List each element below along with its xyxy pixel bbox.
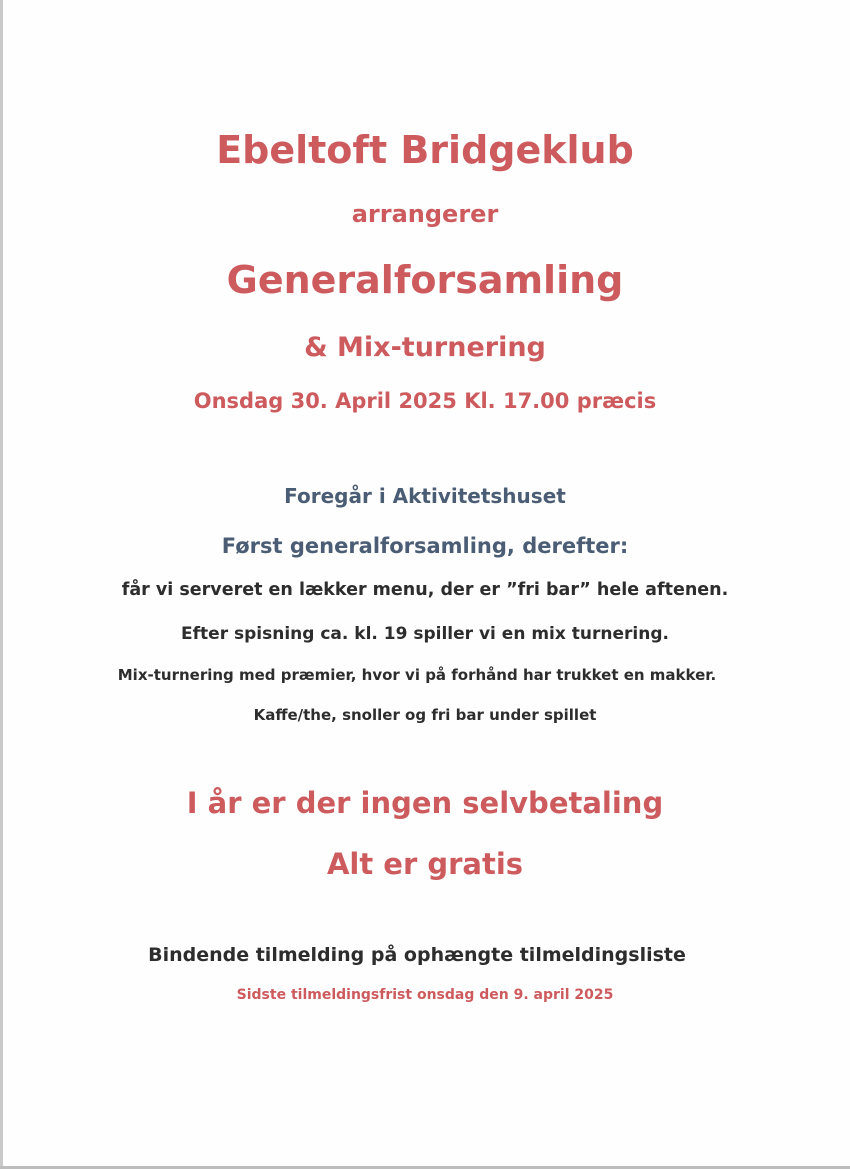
agenda-intro: Først generalforsamling, derefter: [221, 534, 629, 558]
free-notice: Alt er gratis [326, 847, 524, 881]
event-subtitle: & Mix-turnering [304, 332, 546, 363]
event-date-time: Onsdag 30. April 2025 Kl. 17.00 præcis [193, 389, 657, 413]
detail-coffee: Kaffe/the, snoller og fri bar under spillet [253, 706, 597, 724]
detail-menu: får vi serveret en lækker menu, der er ”fri bar” hele aftenen. [121, 580, 729, 600]
detail-tournament-time: Efter spisning ca. kl. 19 spiller vi en mix turnering. [181, 624, 669, 644]
event-location: Foregår i Aktivitetshuset [284, 484, 566, 508]
club-name: Ebeltoft Bridgeklub [216, 128, 634, 172]
event-title: Generalforsamling [226, 258, 624, 302]
signup-deadline: Sidste tilmeldingsfrist onsdag den 9. april 2025 [236, 987, 614, 1003]
no-fee-notice: I år er der ingen selvbetaling [186, 786, 664, 820]
signup-notice: Bindende tilmelding på ophængte tilmeldingsliste [148, 944, 686, 966]
detail-prizes: Mix-turnering med præmier, hvor vi på forhånd har trukket en makker. [117, 666, 717, 684]
arranges-text: arrangerer [351, 200, 499, 228]
